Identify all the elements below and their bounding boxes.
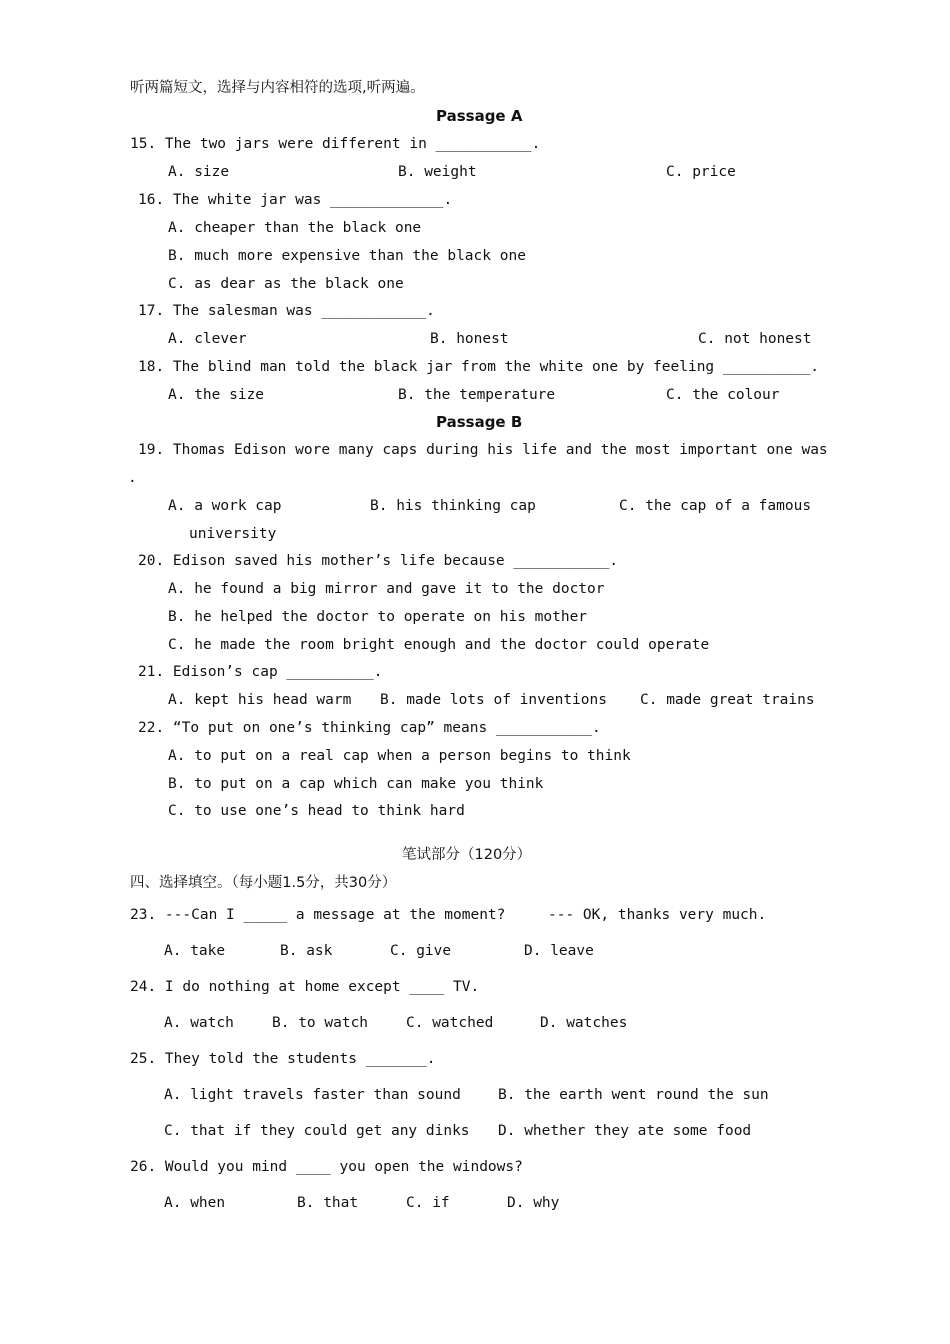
q21-option-a: A. kept his head warm — [168, 692, 352, 708]
question-18: 18. The blind man told the black jar from the white one by feeling __________. — [138, 359, 819, 375]
q21-option-c: C. made great trains — [640, 692, 815, 708]
q16-option-a: A. cheaper than the black one — [168, 220, 422, 236]
q17-option-c: C. not honest — [698, 331, 812, 347]
q26-option-d: D. why — [507, 1195, 560, 1211]
q25-option-c: C. that if they could get any dinks — [164, 1123, 470, 1139]
q17-option-b: B. honest — [430, 331, 509, 347]
q26-option-b: B. that — [297, 1195, 359, 1211]
q24-option-c: C. watched — [406, 1015, 494, 1031]
question-15: 15. The two jars were different in ___________. — [130, 136, 541, 152]
q17-option-a: A. clever — [168, 331, 247, 347]
question-21: 21. Edison’s cap __________. — [138, 664, 383, 680]
q19-option-a: A. a work cap — [168, 498, 282, 514]
q15-option-a: A. size — [168, 164, 230, 180]
q19-option-c-continuation: university — [189, 526, 277, 542]
q25-option-a: A. light travels faster than sound — [164, 1087, 461, 1103]
q22-option-c: C. to use one’s head to think hard — [168, 803, 465, 819]
q23-option-c: C. give — [390, 943, 452, 959]
passage-b-title: Passage B — [436, 413, 523, 431]
question-24: 24. I do nothing at home except ____ TV. — [130, 979, 480, 995]
q22-option-b: B. to put on a cap which can make you think — [168, 776, 544, 792]
question-25: 25. They told the students _______. — [130, 1051, 436, 1067]
question-16: 16. The white jar was _____________. — [138, 192, 453, 208]
listening-instructions: 听两篇短文，选择与内容相符的选项,听两遍。 — [130, 80, 425, 96]
question-20: 20. Edison saved his mother’s life because ___________. — [138, 553, 619, 569]
q26-option-a: A. when — [164, 1195, 226, 1211]
q15-option-b: B. weight — [398, 164, 477, 180]
q22-option-a: A. to put on a real cap when a person begins to think — [168, 748, 631, 764]
question-23: 23. ---Can I _____ a message at the moment? — [130, 907, 506, 923]
passage-a-title: Passage A — [436, 107, 523, 125]
q23-option-b: B. ask — [280, 943, 333, 959]
q20-option-c: C. he made the room bright enough and the doctor could operate — [168, 637, 710, 653]
q26-option-c: C. if — [406, 1195, 450, 1211]
q18-option-a: A. the size — [168, 387, 265, 403]
q23-option-a: A. take — [164, 943, 226, 959]
question-17: 17. The salesman was ____________. — [138, 303, 435, 319]
q16-option-b: B. much more expensive than the black one — [168, 248, 526, 264]
question-22: 22. “To put on one’s thinking cap” means ___________. — [138, 720, 601, 736]
q20-option-a: A. he found a big mirror and gave it to the doctor — [168, 581, 605, 597]
q16-option-c: C. as dear as the black one — [168, 276, 404, 292]
q24-option-d: D. watches — [540, 1015, 628, 1031]
question-19: 19. Thomas Edison wore many caps during his life and the most important one was — [138, 442, 828, 458]
q19-option-c: C. the cap of a famous — [619, 498, 812, 514]
section-four-instructions: 四、选择填空。（每小题1.5分，共30分） — [130, 875, 397, 891]
q25-option-d: D. whether they ate some food — [498, 1123, 752, 1139]
q24-option-b: B. to watch — [272, 1015, 369, 1031]
q19-option-b: B. his thinking cap — [370, 498, 536, 514]
question-19-continuation: . — [128, 470, 137, 486]
q24-option-a: A. watch — [164, 1015, 234, 1031]
q20-option-b: B. he helped the doctor to operate on his mother — [168, 609, 588, 625]
question-23-reply: --- OK, thanks very much. — [548, 907, 767, 923]
q23-option-d: D. leave — [524, 943, 594, 959]
written-section-title: 笔试部分（120分） — [402, 847, 532, 863]
q18-option-c: C. the colour — [666, 387, 780, 403]
question-26: 26. Would you mind ____ you open the windows? — [130, 1159, 523, 1175]
q15-option-c: C. price — [666, 164, 736, 180]
q21-option-b: B. made lots of inventions — [380, 692, 607, 708]
q18-option-b: B. the temperature — [398, 387, 556, 403]
q25-option-b: B. the earth went round the sun — [498, 1087, 769, 1103]
